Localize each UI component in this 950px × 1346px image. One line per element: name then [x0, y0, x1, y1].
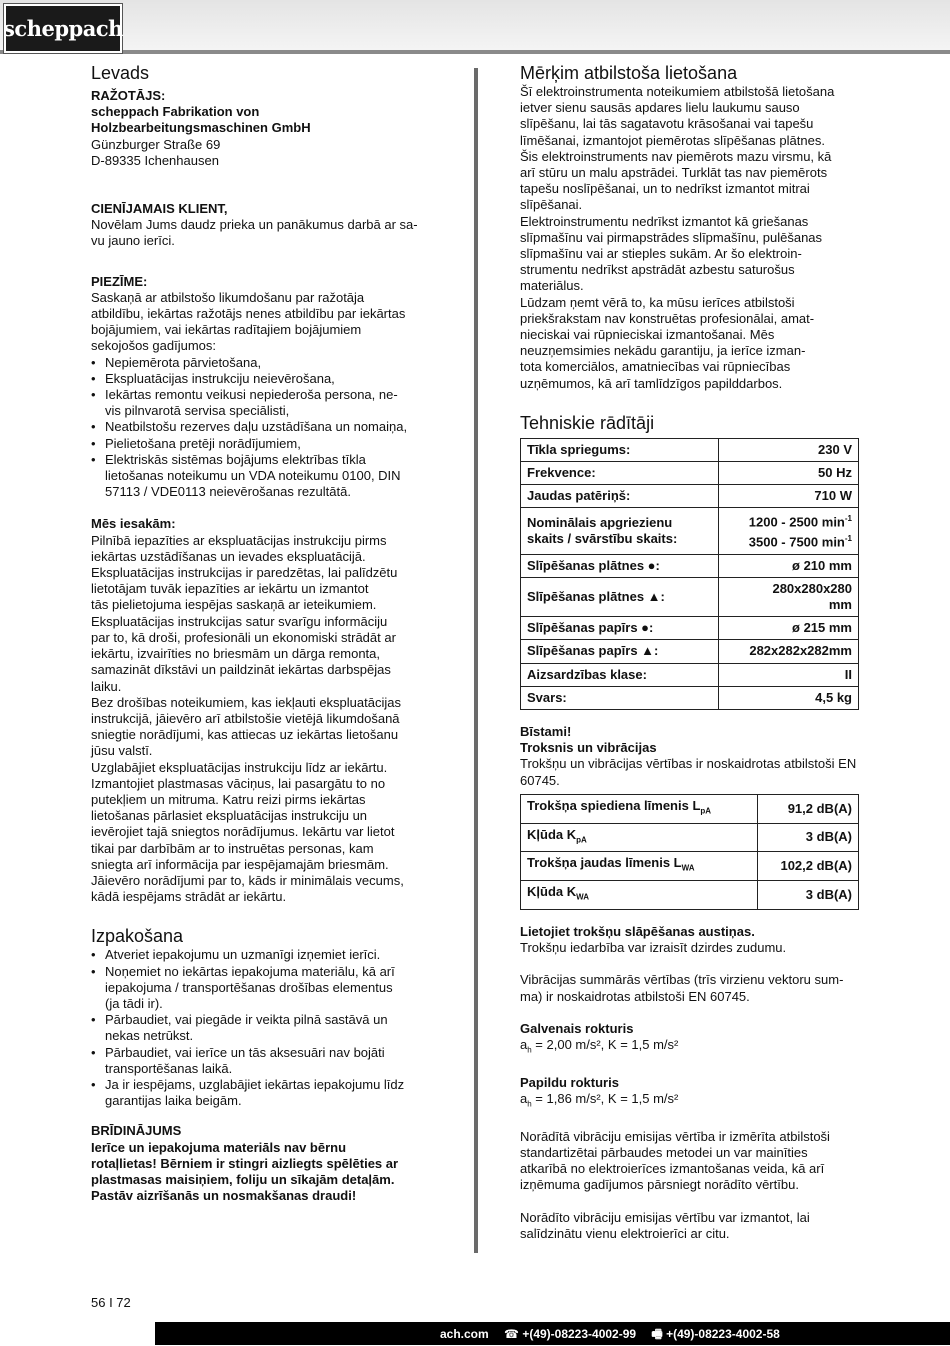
text-line: lietotājam tuvāk iepazīties ar iekārtu un izmantot — [91, 581, 369, 597]
text-line: bojājumiem, vai iekārtas radītajiem bojājumiem — [91, 322, 362, 338]
unpacking-list — [91, 947, 436, 1109]
noise-value: 3 dB(A) — [757, 823, 858, 852]
tech-data-title: Tehniskie rādītāji — [520, 412, 655, 433]
main-handle-heading: Galvenais rokturis — [520, 1020, 634, 1036]
text-line: Elektroinstrumentu nedrīkst izmantot kā griešanas — [520, 213, 809, 229]
text-line: Norādīto vibrāciju emisijas vērtību var izmantot, lai — [520, 1209, 810, 1225]
spec-value: ø 215 mm — [719, 617, 859, 640]
spec-value: 280x280x280 mm — [719, 577, 859, 616]
text-line: Norādītā vibrāciju emisijas vērtība ir izmērīta atbilstoši — [520, 1128, 830, 1144]
text-line: atbildību, iekārtas ražotājs nenes atbildību par iekārtas — [91, 306, 406, 322]
text-line: Lūdzam ņemt vērā to, ka mūsu ierīces atbilstoši — [520, 294, 795, 310]
text-line: jūsu valstī. — [91, 743, 153, 759]
customer-text — [91, 217, 436, 249]
text-line: kādā iespējams strādāt ar iekārtu. — [91, 889, 287, 905]
text-line: neuzņemsimies nekādu garantiju, ja ierīce izman- — [520, 343, 806, 359]
noise-text — [520, 756, 860, 788]
list-item: • Pārbaudiet, vai ierīce un tās aksesuāri nav bojāti transportēšanas laikā. — [91, 1045, 436, 1077]
spec-row — [521, 554, 859, 577]
text-line: samazināt dīkstāvi un paildzināt iekārtas darbspējas — [91, 662, 391, 678]
text-line: sniegta arī informācija par iespējamajām briesmām. — [91, 856, 389, 872]
noise-value: 91,2 dB(A) — [757, 794, 858, 823]
spec-row — [521, 686, 859, 709]
text-line: sekojošos gadījumos: — [91, 338, 217, 354]
intended-use-text — [520, 84, 860, 392]
spec-value: 1200 - 2500 $\min^{-1}$ 3500 - 7500 $\min^{-1}$ — [719, 508, 859, 554]
text-line: par to, kā droši, profesionāli un ekonomiski strādāt ar — [91, 629, 396, 645]
accel-symbol: a — [520, 1090, 528, 1106]
spec-value: 50 Hz — [719, 462, 859, 485]
spec-label: Svars: — [521, 686, 719, 709]
footer-fax: 🖷 +(49)-08223-4002-58 — [651, 1327, 780, 1341]
header-rule — [0, 50, 950, 54]
note-text — [91, 290, 436, 355]
spec-row — [521, 462, 859, 485]
text-line: rotaļlietas! Bērniem ir stingri aizliegts spēlēties ar — [91, 1155, 399, 1171]
text-line: izņēmuma gadījumos pārsniegt norādīto vērtību. — [520, 1177, 799, 1193]
noise-heading: Troksnis un vibrācijas — [520, 740, 657, 756]
text-line: salīdzinātu vienu elektroierīci ar citu. — [520, 1225, 730, 1241]
main-handle-value — [520, 1037, 860, 1059]
accel-subscript: h — [527, 1099, 532, 1109]
text-line: 60745. — [520, 772, 560, 788]
text-line: Pilnībā iepazīties ar ekspluatācijas instrukciju pirms — [91, 532, 387, 548]
text-line: atkarībā no elektroierīces izmantošanas veida, kā arī — [520, 1161, 825, 1177]
list-item: • Atveriet iepakojumu un uzmanīgi izņemiet ierīci. — [91, 947, 436, 963]
text-line: iekārtas uzstādīšanas un ievades ekspluatācijā. — [91, 548, 366, 564]
text-line: Trokšņu un vibrācijas vērtības ir noskaidrotas atbilstoši EN — [520, 756, 857, 772]
manufacturer-address — [91, 137, 436, 169]
logo-text: scheppach — [3, 16, 123, 41]
ear-protection-text: Trokšņu iedarbība var izraisīt dzirdes zudumu. — [520, 940, 787, 956]
text-line: tapešu noslīpēšanai, un to nedrīkst izmantot mitrai — [520, 181, 810, 197]
aux-handle-heading: Papildu rokturis — [520, 1074, 619, 1090]
text-line: tās pielietojuma iespējas saskaņā ar ieteikumiem. — [91, 597, 377, 613]
spec-value: 710 W — [719, 485, 859, 508]
manufacturer-name — [91, 104, 436, 136]
noise-label: Trokšņa jaudas līmenis $L_{WA}$ — [521, 852, 758, 881]
text-line: strumentu nedrīkst apstrādāt azbestu saturošus — [520, 262, 795, 278]
list-item: • Pielietošana pretēji norādījumiem, — [91, 436, 436, 452]
list-item: • Nepiemērota pārvietošana, — [91, 355, 436, 371]
text-line: Günzburger Straße 69 — [91, 136, 221, 152]
text-line: tota komerciālos, amatniecības vai rūpniecības — [520, 359, 791, 375]
text-line: Pastāv aizrīšanās un nosmakšanas draudi! — [91, 1188, 357, 1204]
text-line: instrukcijā, jāievēro arī atbilstošie vietējā likumdošanā — [91, 710, 400, 726]
left-column — [91, 62, 436, 1204]
spec-value: 282x282x282mm — [719, 640, 859, 663]
noise-label: Trokšņa spiediena līmenis $L_{pA}$ — [521, 794, 758, 823]
text-line: ievērojiet tajā sniegtos norādījumus. Iekārtu var lietot — [91, 824, 395, 840]
text-line: D-89335 Ichenhausen — [91, 152, 219, 168]
text-line: vu jauno ierīci. — [91, 233, 175, 249]
text-line: tikai par darbībām ar to instruētas personas, kam — [91, 840, 374, 856]
noise-label: Kļūda $K_{pA}$ — [521, 823, 758, 852]
text-line: nieciskai vai rūpnieciskai izmantošanai. Mēs — [520, 327, 775, 343]
spec-label: Slīpēšanas plātnes ●: — [521, 554, 719, 577]
footer-contact — [440, 1325, 792, 1346]
text-line: ma) ir noskaidrotas atbilstoši EN 60745. — [520, 988, 750, 1004]
spec-value: ø 210 mm — [719, 554, 859, 577]
text-line: Saskaņā ar atbilstošo likumdošanu par ražotāja — [91, 289, 365, 305]
text-line: priekšrakstam nav konstruētas profesionālai, amat- — [520, 310, 815, 326]
list-item: • Noņemiet no iekārtas iepakojuma materiālu, kā arī iepakojuma / transportēšanas drošības elementus (ja tādi ir). — [91, 964, 436, 1013]
note-list — [91, 355, 436, 501]
noise-value: 3 dB(A) — [757, 881, 858, 910]
spec-row — [521, 640, 859, 663]
list-item: • Elektriskās sistēmas bojājums elektrības tīkla lietošanas noteikumu un VDA noteikumu 0100, DIN 57113 / VDE0113 neievērošanas rezultātā. — [91, 452, 436, 501]
accel-subscript: h — [527, 1045, 532, 1055]
unpacking-title: Izpakošana — [91, 926, 184, 947]
noise-label: Kļūda $K_{WA}$ — [521, 881, 758, 910]
footer-phone: ☎ +(49)-08223-4002-99 — [504, 1327, 637, 1341]
list-item: • Ekspluatācijas instrukciju neievērošana, — [91, 371, 436, 387]
text-line: slīpmašīnu vai ar stieples sukām. Ar šo elektroin- — [520, 246, 802, 262]
text-line: putekļiem un mitruma. Katru reizi pirms iekārtas — [91, 791, 366, 807]
spec-label: Tīkla spriegums: — [521, 438, 719, 461]
brand-logo — [4, 4, 122, 53]
page-number: 56 I 72 — [91, 1295, 131, 1310]
text-line: iekārtu, izvairīties no briesmām un dārga remonta, — [91, 646, 381, 662]
text-line: Novēlam Jums daudz prieka un panākumus darbā ar sa- — [91, 217, 418, 233]
spec-row — [521, 617, 859, 640]
aux-handle-value — [520, 1091, 860, 1113]
noise-row — [521, 794, 859, 823]
text-line: lietošanas pārlasiet ekspluatācijas instrukciju un — [91, 808, 368, 824]
text-line: slīpmašīnu vai pirmapstrādes slīpmašīnu, pulēšanas — [520, 229, 823, 245]
noise-row — [521, 881, 859, 910]
text-line: Ierīce un iepakojuma materiāls nav bērnu — [91, 1139, 347, 1155]
spec-value: 230 V — [719, 438, 859, 461]
spec-label: Slīpēšanas papīrs ▲: — [521, 640, 719, 663]
customer-heading: CIENĪJAMAIS KLIENT, — [91, 201, 228, 217]
spec-table — [520, 438, 859, 710]
spec-value: II — [719, 663, 859, 686]
text-line: slīpēšanu, lai tās sagatavotu krāsošanai vai tapešu — [520, 116, 814, 132]
text-line: Uzglabājiet ekspluatācijas instrukciju līdz ar iekārtu. — [91, 759, 388, 775]
warning-text — [91, 1140, 436, 1205]
recommend-heading: Mēs iesakām: — [91, 516, 176, 532]
text-line: materiālus. — [520, 278, 584, 294]
text-line: arī stūru un malu apstrādei. Turklāt tas nav piemērots — [520, 165, 828, 181]
text-line: līmēšanai, izmantojot piemērotas slīpēšanas plātnes. — [520, 132, 825, 148]
text-line: slīpēšanai. — [520, 197, 583, 213]
vibration-text — [520, 972, 860, 1004]
spec-row — [521, 485, 859, 508]
header-bar — [0, 0, 950, 50]
spec-label: Slīpēšanas plātnes ▲: — [521, 577, 719, 616]
spec-label: Nominālais apgriezienu skaits / svārstību skaits: — [521, 508, 719, 554]
main-handle-number: = 2,00 m/s², K = 1,5 m/s² — [531, 1036, 679, 1052]
text-line: Vibrācijas summārās vērtības (trīs virzienu vektoru sum- — [520, 972, 844, 988]
noise-row — [521, 823, 859, 852]
spec-label: Slīpēšanas papīrs ●: — [521, 617, 719, 640]
text-line: Ekspluatācijas instrukcijas satur svarīgu informāciju — [91, 613, 388, 629]
footer-bar — [0, 1322, 950, 1345]
noise-row — [521, 852, 859, 881]
text-line: ietver sienu sausās apdares lielu laukumu sauso — [520, 100, 800, 116]
aux-handle-number: = 1,86 m/s², K = 1,5 m/s² — [531, 1090, 679, 1106]
list-item: • Neatbilstošu rezerves daļu uzstādīšana un nomaiņa, — [91, 419, 436, 435]
vibration-note-1 — [520, 1129, 860, 1194]
manufacturer-heading: RAŽOTĀJS: — [91, 88, 166, 103]
spec-row — [521, 663, 859, 686]
warning-heading: BRĪDINĀJUMS — [91, 1123, 182, 1139]
accel-symbol: a — [520, 1036, 528, 1052]
spec-value: 4,5 kg — [719, 686, 859, 709]
spec-label: Frekvence: — [521, 462, 719, 485]
list-item: • Iekārtas remontu veikusi nepiederoša persona, ne- vis pilnvarotā servisa speciālisti, — [91, 387, 436, 419]
noise-table — [520, 794, 859, 910]
spec-label: Jaudas patēriņš: — [521, 485, 719, 508]
text-line: Šis elektroinstruments nav piemērots mazu virsmu, kā — [520, 148, 832, 164]
footer-blank — [0, 1322, 155, 1345]
text-line: Izmantojiet plastmasas vāciņus, lai pasargātu to no — [91, 775, 386, 791]
spec-row — [521, 438, 859, 461]
vibration-note-2 — [520, 1210, 860, 1242]
text-line: Holzbearbeitungsmaschinen GmbH — [91, 120, 311, 136]
text-line: Jāievēro norādījumi par to, kāds ir minimālais vecums, — [91, 872, 404, 888]
text-line: uzņēmumos, kā arī tamlīdzīgos papilddarbos. — [520, 375, 783, 391]
spec-label: Aizsardzības klase: — [521, 663, 719, 686]
text-line: laiku. — [91, 678, 122, 694]
column-divider — [474, 68, 478, 1253]
intro-title: Levads — [91, 63, 150, 83]
recommend-text — [91, 533, 436, 906]
noise-value: 102,2 dB(A) — [757, 852, 858, 881]
text-line: plastmasas maisiņiem, foliju un sīkajām detaļām. — [91, 1171, 395, 1187]
spec-row — [521, 508, 859, 554]
text-line: standartizētai pārbaudes metodei un var mainīties — [520, 1144, 808, 1160]
list-item: • Pārbaudiet, vai piegāde ir veikta pilnā sastāvā un nekas netrūkst. — [91, 1012, 436, 1044]
danger-heading: Bīstami! — [520, 723, 572, 739]
text-line: Šī elektroinstrumenta noteikumiem atbilstošā lietošana — [520, 84, 835, 99]
text-line: Ekspluatācijas instrukcijas ir paredzētas, lai palīdzētu — [91, 565, 398, 581]
text-line: scheppach Fabrikation von — [91, 104, 260, 120]
text-line: sniegtie norādījumi, kas attiecas uz iekārtas lietošanu — [91, 727, 399, 743]
text-line: Bez drošības noteikumiem, kas iekļauti ekspluatācijas — [91, 694, 401, 710]
right-column — [520, 62, 860, 1242]
note-heading: PIEZĪME: — [91, 273, 148, 289]
intended-use-title: Mērķim atbilstoša lietošana — [520, 63, 738, 83]
ear-protection-heading: Lietojiet trokšņu slāpēšanas austiņas. — [520, 923, 755, 939]
footer-website[interactable]: ach.com — [440, 1327, 489, 1341]
spec-row — [521, 577, 859, 616]
list-item: • Ja ir iespējams, uzglabājiet iekārtas iepakojumu līdz garantijas laika beigām. — [91, 1077, 436, 1109]
